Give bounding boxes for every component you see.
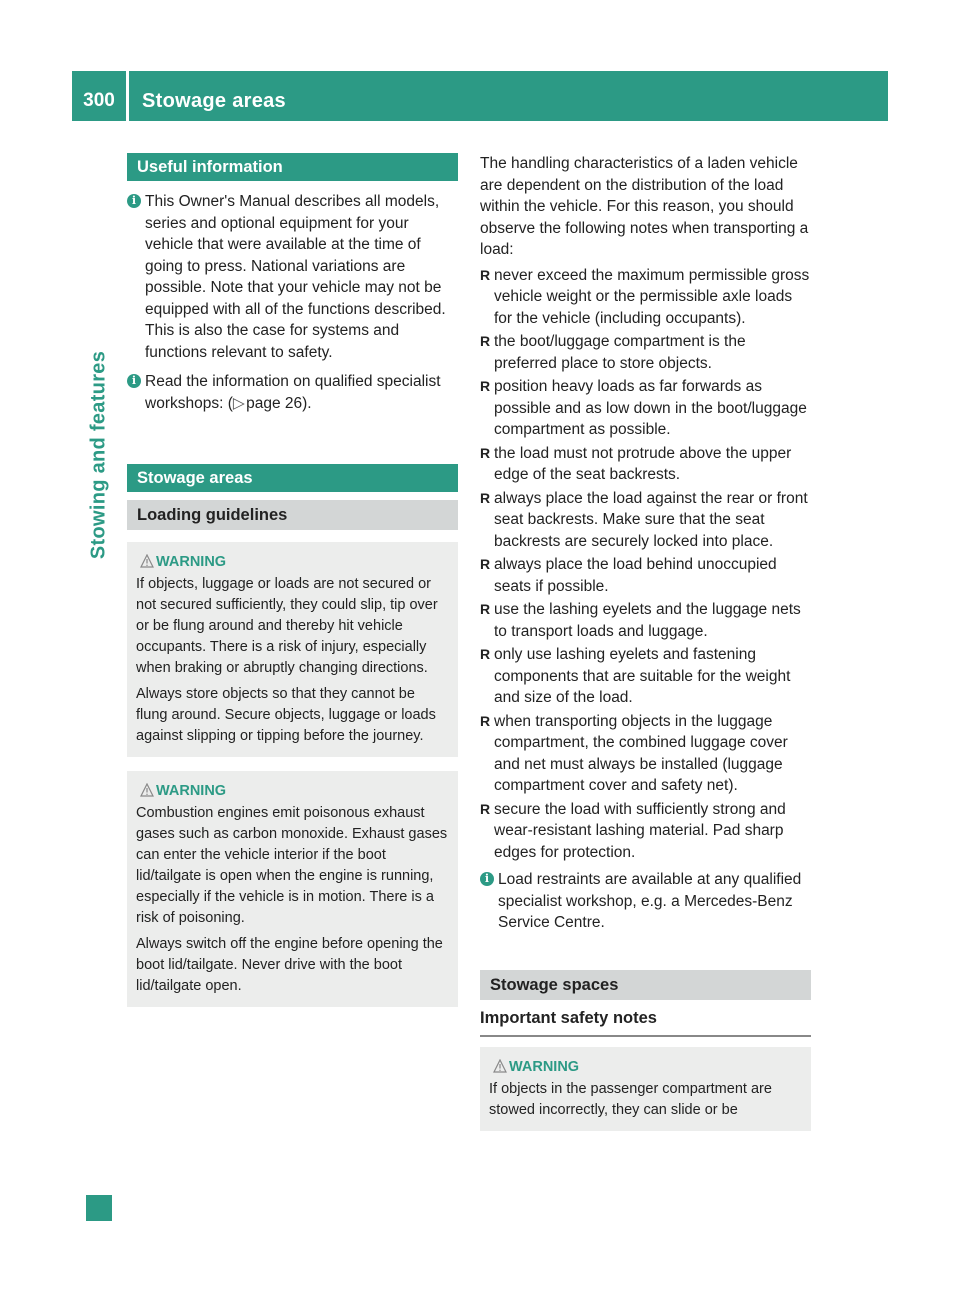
bullet-mark: R bbox=[480, 556, 491, 572]
list-item: R position heavy loads as far forwards as possible and as low down in the boot/luggage compartment as possible. bbox=[480, 378, 807, 438]
left-column bbox=[127, 153, 458, 1007]
page-ref-link[interactable]: page 26). bbox=[246, 394, 312, 412]
warning-label: WARNING bbox=[509, 1059, 580, 1075]
warning-box-exhaust bbox=[127, 771, 458, 1007]
bullet-mark: R bbox=[480, 378, 491, 394]
loading-guidelines-heading: Loading guidelines bbox=[127, 500, 458, 530]
warning-triangle-icon bbox=[140, 554, 154, 568]
list-item: R use the lashing eyelets and the luggage nets to transport loads and luggage. bbox=[480, 601, 801, 640]
info-icon: i bbox=[480, 872, 494, 886]
warning-text: Always switch off the engine before opening the boot lid/tailgate. Never drive with the boot lid/tailgate open. bbox=[136, 936, 443, 994]
stowage-spaces-heading: Stowage spaces bbox=[480, 970, 811, 1000]
info-note-models bbox=[127, 191, 458, 363]
bullet-mark: R bbox=[480, 333, 491, 349]
page-ref-arrow-icon: ▷ bbox=[232, 394, 245, 412]
warning-header bbox=[489, 1057, 803, 1079]
useful-information-heading: Useful information bbox=[127, 153, 458, 181]
info-note-text: Load restraints are available at any qualified specialist workshop, e.g. a Mercedes-Benz Service Centre. bbox=[498, 871, 802, 931]
bullet-mark: R bbox=[480, 266, 491, 283]
info-note-text: Read the information on qualified specialist workshops: ( bbox=[145, 373, 441, 412]
list-item: R always place the load against the rear or front seat backrests. Make sure that the seat backrests are securely locked into place. bbox=[480, 489, 808, 550]
bullet-mark: R bbox=[480, 646, 491, 662]
warning-box-objects bbox=[127, 542, 458, 757]
warning-header bbox=[136, 781, 450, 803]
right-column bbox=[480, 153, 811, 1131]
bullet-mark: R bbox=[480, 712, 491, 729]
list-item: R always place the load behind unoccupied seats if possible. bbox=[480, 556, 777, 595]
side-tab-label: Stowing and features bbox=[87, 350, 110, 560]
bullet-mark: R bbox=[480, 444, 491, 461]
warning-box-passenger bbox=[480, 1047, 811, 1131]
list-item: R never exceed the maximum permissible gross vehicle weight or the permissible axle loads for the vehicle (including occupants). bbox=[480, 266, 810, 327]
list-item: R the boot/luggage compartment is the preferred place to store objects. bbox=[480, 333, 746, 372]
info-icon: i bbox=[127, 194, 141, 208]
warning-label: WARNING bbox=[156, 783, 227, 799]
page-number: 300 bbox=[83, 90, 115, 111]
bullet-mark: R bbox=[480, 601, 491, 617]
info-note-restraints bbox=[480, 869, 811, 934]
intro-paragraph: The handling characteristics of a laden vehicle are dependent on the distribution of the load within the vehicle. For this reason, you should observe the following notes when transporting a load: bbox=[480, 155, 809, 258]
warning-text: If objects in the passenger compartment are stowed incorrectly, they can slide or be bbox=[489, 1081, 772, 1118]
warning-header bbox=[136, 552, 450, 574]
warning-triangle-icon bbox=[140, 783, 154, 797]
bullet-mark: R bbox=[480, 489, 491, 506]
loading-rules-list bbox=[480, 265, 811, 864]
warning-text: Combustion engines emit poisonous exhaust gases such as carbon monoxide. Exhaust gases can enter the vehicle interior if the boot lid/tailgate is open when the engine is running, especially if the vehicle is in motion. There is a risk of poisoning. bbox=[136, 805, 448, 926]
warning-label: WARNING bbox=[156, 554, 227, 570]
side-tab-marker bbox=[86, 1195, 112, 1221]
list-item: R the load must not protrude above the upper edge of the seat backrests. bbox=[480, 444, 792, 483]
header-divider bbox=[126, 71, 129, 121]
info-note-workshops bbox=[127, 371, 458, 414]
stowage-areas-heading: Stowage areas bbox=[127, 464, 458, 492]
warning-text: Always store objects so that they cannot be flung around. Secure objects, luggage or loads against slipping or tipping before the journey. bbox=[136, 686, 436, 744]
page-header bbox=[72, 71, 888, 121]
info-note-text: This Owner's Manual describes all models, series and optional equipment for your vehicle that were available at the time of going to press. National variations are possible. Note that your vehicle may not be equipped with all of the functions described. This is also the case for systems and functions relevant to safety. bbox=[145, 193, 446, 361]
list-item: R secure the load with sufficiently strong and wear-resistant lashing material. Pad sharp edges for protection. bbox=[480, 800, 786, 861]
warning-text: If objects, luggage or loads are not secured or not secured sufficiently, they could slip, tip over or be flung around and thereby hit vehicle occupants. There is a risk of injury, especially when braking or abruptly changing directions. bbox=[136, 576, 438, 676]
bullet-mark: R bbox=[480, 800, 491, 817]
list-item: R when transporting objects in the luggage compartment, the combined luggage cover and net must always be installed (luggage compartment cover and safety net). bbox=[480, 712, 788, 794]
info-icon: i bbox=[127, 374, 141, 388]
list-item: R only use lashing eyelets and fastening components that are suitable for the weight and size of the load. bbox=[480, 646, 791, 706]
header-title: Stowage areas bbox=[142, 90, 286, 112]
important-safety-notes-heading: Important safety notes bbox=[480, 1000, 811, 1038]
warning-triangle-icon bbox=[493, 1059, 507, 1073]
